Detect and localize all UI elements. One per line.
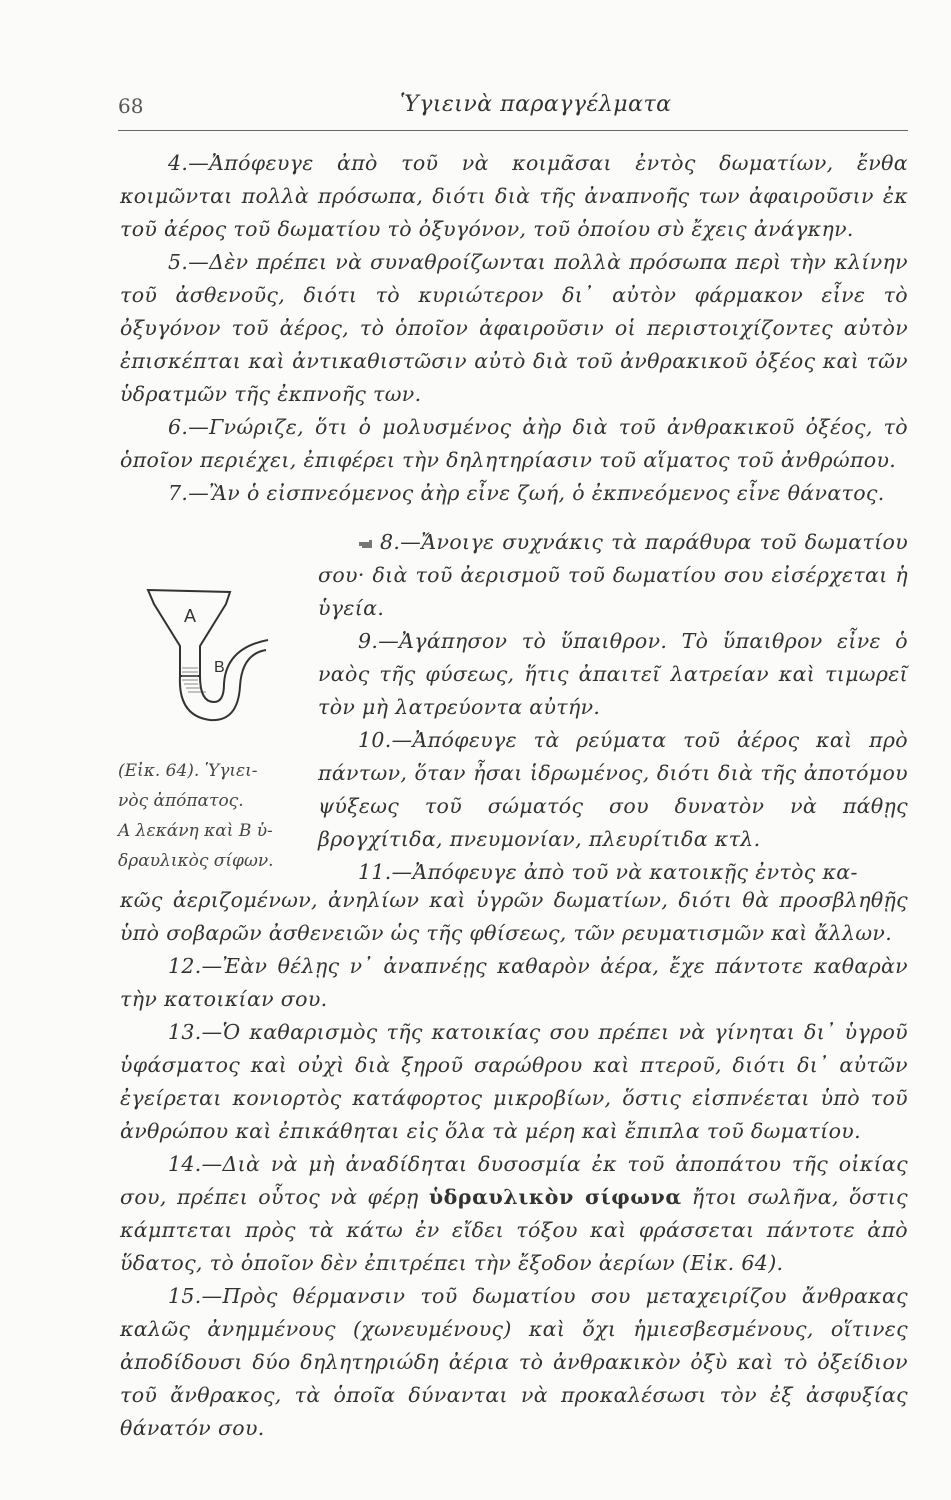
- caption-line: (Εἰκ. 64). Ὑγιει-: [118, 761, 258, 781]
- paragraph-14-after: ἤτοι σωλῆνα, ὅστις κάμπτεται πρὸς τὰ κάτω ἐν εἴδει τόξου καὶ φράσσεται πάντοτε ἀπὸ ὕδατος, τὸ ὁποῖον δὲν ἐπιτρέπει τὴν ἔξοδον ἀερίων (Εἰκ. 64).: [120, 1185, 908, 1275]
- caption-line: δραυλικὸς σίφων.: [118, 851, 274, 871]
- paragraph-12: 12.—Ἐὰν θέλῃς ν᾽ ἀναπνέῃς καθαρὸν ἀέρα, ἔχε πάντοτε καθαρὰν τὴν κατοικίαν σου.: [120, 954, 908, 1011]
- paragraph-6: 6.—Γνώριζε, ὅτι ὁ μολυσμένος ἀὴρ διὰ τοῦ ἀνθρακικοῦ ὀξέος, τὸ ὁποῖον περιέχει, ἐπιφέρει τὴν δηλητηρίασιν τοῦ αἵματος τοῦ ἀνθρώπου.: [120, 415, 908, 472]
- paragraph-9: 9.—Ἀγάπησον τὸ ὕπαιθρον. Τὸ ὕπαιθρον εἶνε ὁ ναὸς τῆς φύσεως, ἥτις ἀπαιτεῖ λατρείαν καὶ τιμωρεῖ τὸν μὴ λατρεύοντα αὐτήν.: [318, 629, 908, 719]
- paragraph-4: 4.—Ἀπόφευγε ἀπὸ τοῦ νὰ κοιμᾶσαι ἐντὸς δωματίων, ἔνθα κοιμῶνται πολλὰ πρόσωπα, διότι διὰ τῆς ἀναπνοῆς των ἀφαιροῦσιν ἐκ τοῦ ἀέρος τοῦ δωματίου τὸ ὀξυγόνον, τοῦ ὁποίου σὺ ἔχεις ἀνάγκην.: [120, 151, 908, 241]
- paragraph-14: [120, 1148, 908, 1280]
- page-number: 68: [118, 94, 144, 118]
- paragraph-13: 13.—Ὁ καθαρισμὸς τῆς κατοικίας σου πρέπει νὰ γίνηται δι᾽ ὑγροῦ ὑφάσματος καὶ οὐχὶ διὰ ξηροῦ σαρώθρου καὶ πτεροῦ, διότι δι᾽ αὐτῶν ἐγείρεται κονιορτὸς κατάφορτος μικροβίων, ὅστις εἰσπνέεται ὑπὸ τοῦ ἀνθρώπου καὶ ἐπικάθηται εἰς ὅλα τὰ μέρη καὶ ἔπιπλα τοῦ δωματίου.: [120, 1020, 908, 1143]
- pointing-hand-icon: [358, 537, 374, 551]
- caption-line: νὸς ἀπόπατος.: [118, 791, 244, 811]
- body-text-top: [120, 147, 908, 510]
- figure-section: [118, 510, 908, 884]
- hydraulic-siphon-term: ὑδραυλικὸν σίφωνα: [428, 1185, 682, 1209]
- toilet-siphon-figure: [118, 576, 298, 766]
- paragraph-10: 10.—Ἀπόφευγε τὰ ρεύματα τοῦ ἀέρος καὶ πρὸ πάντων, ὅταν ἦσαι ἱδρωμένος, διότι διὰ τῆς ἀποτόμου ψύξεως τοῦ σώματός σου δυνατὸν νὰ πάθῃς βρογχίτιδα, πνευμονίαν, πλευρίτιδα κτλ.: [318, 728, 908, 851]
- paragraph-11-continued: κῶς ἀεριζομένων, ἀνηλίων καὶ ὑγρῶν δωματίων, διότι θὰ προσβληθῇς ὑπὸ σοβαρῶν ἀσθενειῶν ὡς τῆς φθίσεως, τῶν ρευματισμῶν καὶ ἄλλων.: [120, 888, 908, 945]
- caption-line: Α λεκάνη καὶ Β ὑ-: [118, 821, 273, 841]
- label-b: B: [214, 659, 225, 676]
- paragraph-14-before: 14.—Διὰ νὰ μὴ ἀναδίδηται δυσοσμία ἐκ τοῦ ἀποπάτου τῆς οἰκίας σου, πρέπει οὗτος νὰ φέρῃ: [120, 1152, 908, 1209]
- paragraph-8-text: 8.—Ἄνοιγε συχνάκις τὰ παράθυρα τοῦ δωματίου σου· διὰ τοῦ ἀερισμοῦ τοῦ δωματίου σου εἰσέρχεται ἡ ὑγεία.: [318, 530, 908, 620]
- paragraph-8: [318, 526, 908, 625]
- figure-caption: [118, 756, 302, 876]
- body-text-bottom: [120, 884, 908, 1445]
- paragraph-7: 7.—Ἂν ὁ εἰσπνεόμενος ἀὴρ εἶνε ζωή, ὁ ἐκπνεόμενος εἶνε θάνατος.: [168, 481, 885, 505]
- paragraph-5: 5.—Δὲν πρέπει νὰ συναθροίζωνται πολλὰ πρόσωπα περὶ τὴν κλίνην τοῦ ἀσθενοῦς, διότι τὸ κυριώτερον δι᾽ αὐτὸν φάρμακον εἶνε τὸ ὀξυγόνον τοῦ ἀέρος, τὸ ὁποῖον ἀφαιροῦσιν οἱ περιστοιχίζοντες αὐτὸν ἐπισκέπται καὶ ἀντικαθιστῶσιν αὐτὸ διὰ τοῦ ἀνθρακικοῦ ὀξέος καὶ τῶν ὑδρατμῶν τῆς ἐκπνοῆς των.: [120, 250, 908, 406]
- paragraph-15: 15.—Πρὸς θέρμανσιν τοῦ δωματίου σου μεταχειρίζου ἄνθρακας καλῶς ἀνημμένους (χωνευμένους) καὶ ὄχι ἡμιεσβεσμένους, οἵτινες ἀποδίδουσι δύο δηλητηριώδη ἀέρια τὸ ἀνθρακικὸν ὀξὺ καὶ τὸ ὀξείδιον τοῦ ἄνθρακος, τὰ ὁποῖα δύνανται νὰ προκαλέσωσι τὸν ἐξ ἀσφυξίας θάνατόν σου.: [120, 1284, 908, 1440]
- paragraph-11-start: 11.—Ἀπόφευγε ἀπὸ τοῦ νὰ κατοικῇς ἐντὸς κα-: [358, 860, 858, 884]
- header-rule: [118, 130, 908, 131]
- label-a: A: [184, 606, 197, 626]
- water-hatching: [182, 668, 206, 692]
- running-title: Ὑγιεινὰ παραγγέλματα: [400, 92, 672, 117]
- side-column: [318, 526, 908, 889]
